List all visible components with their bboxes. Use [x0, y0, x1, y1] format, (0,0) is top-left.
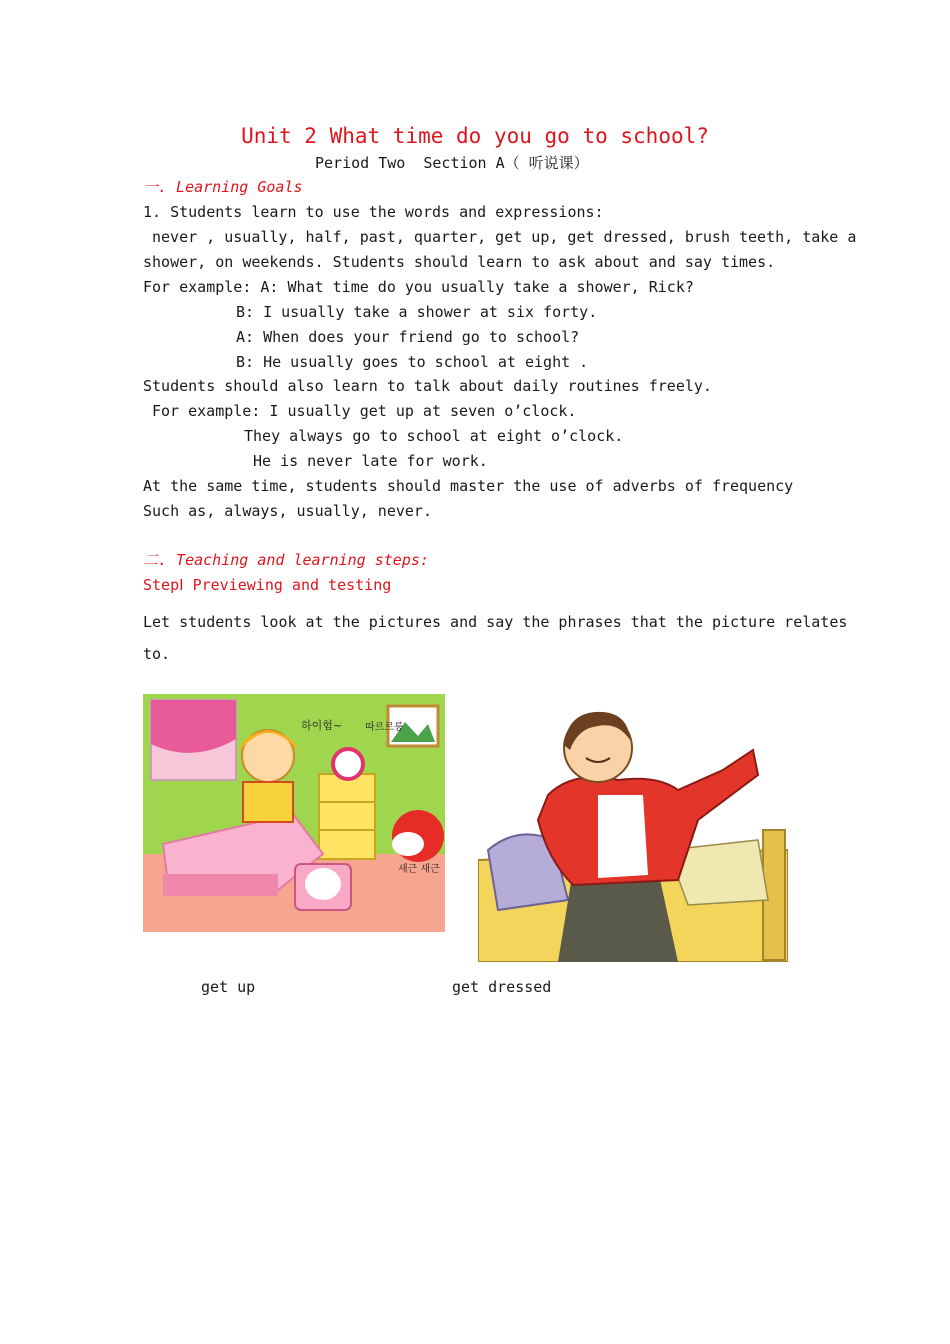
- goal-line: B: I usually take a shower at six forty.: [236, 303, 598, 321]
- goal-line: 1. Students learn to use the words and expressions:: [143, 203, 604, 221]
- goal-line: shower, on weekends. Students should learn to ask about and say times.: [143, 253, 776, 271]
- get-up-caption: get up: [201, 978, 256, 996]
- get-up-illustration: [143, 694, 445, 932]
- step-one-title: StepⅠ Previewing and testing: [143, 576, 392, 594]
- goal-line: For example: A: What time do you usually take a shower, Rick?: [143, 278, 694, 296]
- page-title: Unit 2 What time do you go to school?: [241, 124, 709, 148]
- goal-line: At the same time, students should master the use of adverbs of frequency: [143, 477, 794, 495]
- get-dressed-caption: get dressed: [452, 978, 552, 996]
- instruction-line: Let students look at the pictures and say the phrases that the picture relates: [143, 613, 848, 631]
- goal-line: For example: I usually get up at seven o’clock.: [152, 402, 577, 420]
- goal-line: B: He usually goes to school at eight .: [236, 353, 589, 371]
- get-dressed-illustration: [478, 700, 788, 962]
- goal-line: Students should also learn to talk about daily routines freely.: [143, 377, 712, 395]
- goal-line: never , usually, half, past, quarter, get up, get dressed, brush teeth, take a: [152, 228, 857, 246]
- page-subtitle: Period Two Section A（ 听说课）: [315, 154, 589, 172]
- learning-goals-heading: 一. Learning Goals: [143, 178, 303, 196]
- goal-line: Such as, always, usually, never.: [143, 502, 432, 520]
- goal-line: A: When does your friend go to school?: [236, 328, 580, 346]
- goal-line: They always go to school at eight o’clock.: [244, 427, 624, 445]
- teaching-steps-heading: 二. Teaching and learning steps:: [143, 551, 429, 569]
- sleep-text: 새근 새근: [398, 864, 440, 875]
- alarm-text: 따르르릉: [365, 722, 404, 733]
- goal-line: He is never late for work.: [253, 452, 488, 470]
- sound-text: 하이험~: [301, 719, 343, 732]
- instruction-line: to.: [143, 645, 171, 663]
